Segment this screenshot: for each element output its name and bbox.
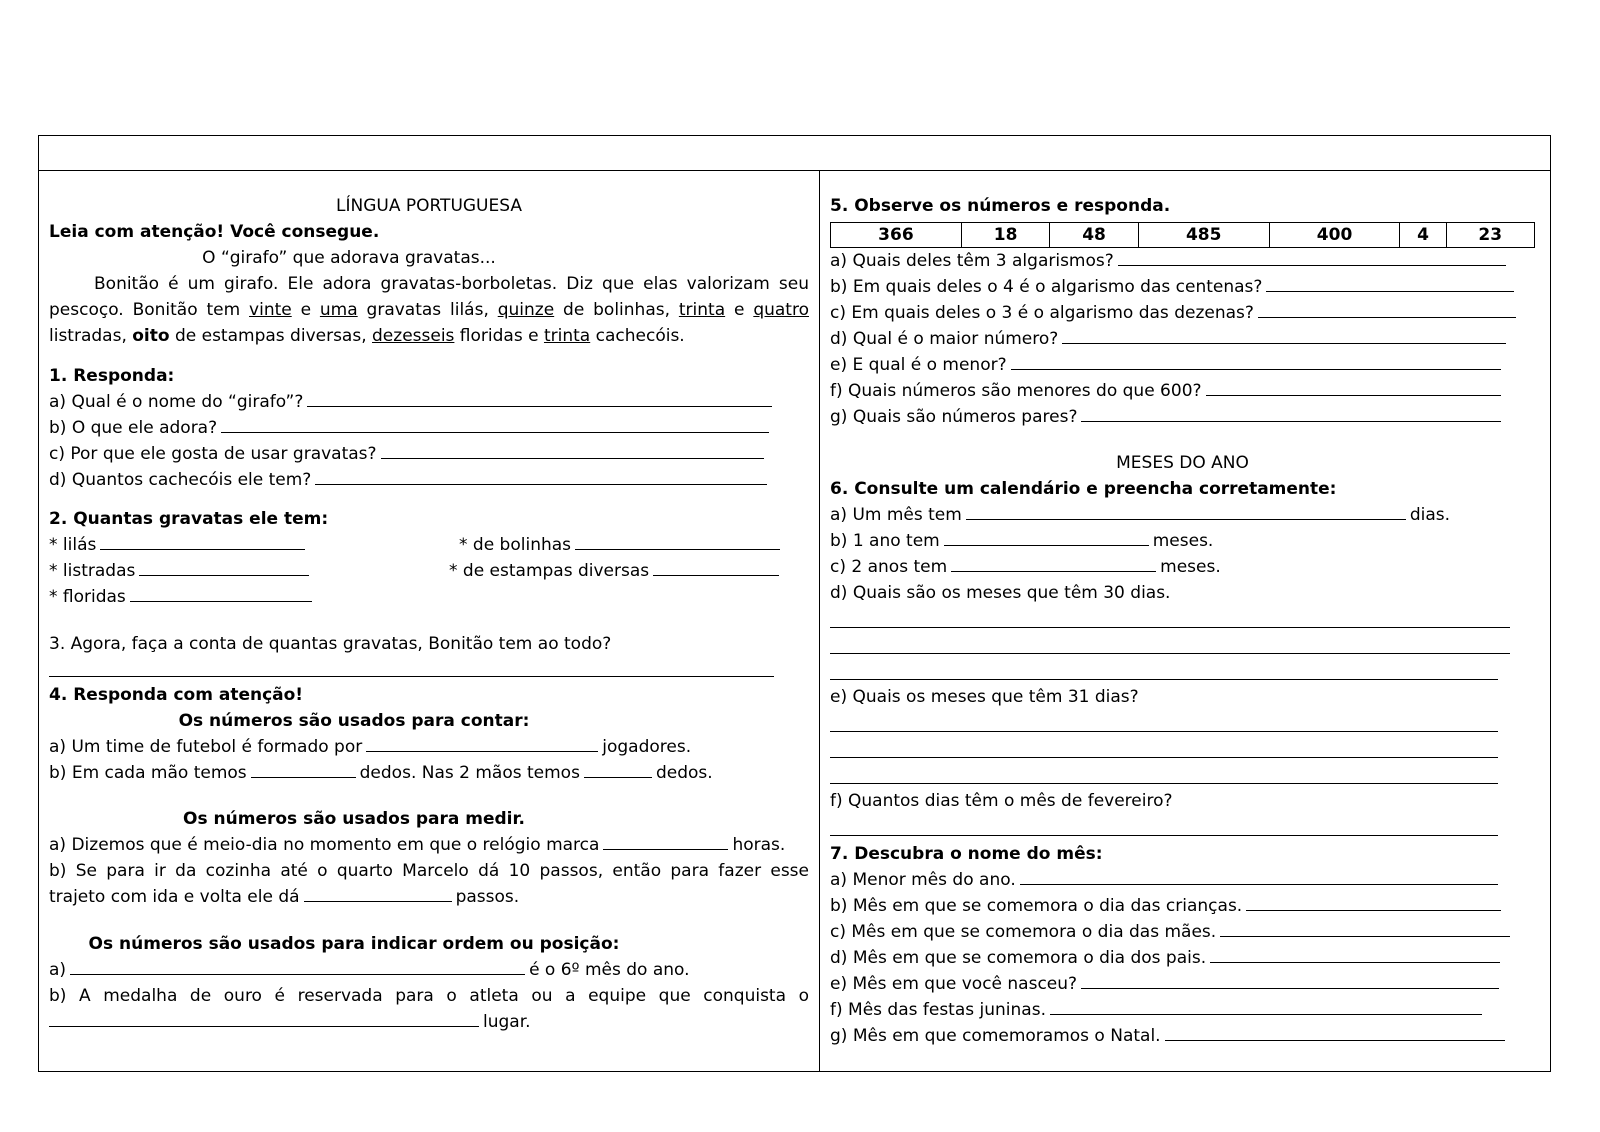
q2-listradas: * listradas: [49, 559, 809, 583]
q4-title: 4. Responda com atenção!: [49, 685, 304, 705]
answer-line[interactable]: [1011, 354, 1501, 370]
q7-d: d) Mês em que se comemora o dia dos pais.: [830, 946, 1535, 970]
q2-bolinhas: * de bolinhas: [459, 533, 784, 557]
q6-d: d) Quais são os meses que têm 30 dias.: [830, 583, 1171, 603]
q7-b: b) Mês em que se comemora o dia das crianças.: [830, 894, 1535, 918]
q2-floridas: * floridas: [49, 585, 809, 609]
answer-line[interactable]: [1220, 921, 1510, 937]
q6-e: e) Quais os meses que têm 31 dias?: [830, 687, 1139, 707]
answer-line[interactable]: [830, 757, 1498, 758]
answer-line[interactable]: [221, 417, 769, 433]
q4-heading-contar: Os números são usados para contar:: [178, 711, 530, 731]
q2-lilas: * lilás: [49, 533, 809, 557]
right-column: [830, 170, 1535, 1071]
q6-c: c) 2 anos tem meses.: [830, 557, 1221, 577]
q2-title: 2. Quantas gravatas ele tem:: [49, 509, 329, 529]
answer-line[interactable]: [1246, 895, 1501, 911]
q4-heading-medir: Os números são usados para medir.: [183, 809, 525, 829]
q7-c: c) Mês em que se comemora o dia das mães.: [830, 920, 1535, 944]
q1-c: c) Por que ele gosta de usar gravatas?: [49, 442, 809, 466]
number-cell: 4: [1400, 223, 1446, 248]
answer-line[interactable]: [381, 443, 764, 459]
story-line-1: Bonitão é um girafo. Ele adora gravatas-borboletas. Diz que elas valorizam seu: [94, 274, 809, 294]
numbers-table: [830, 222, 1535, 248]
answer-line[interactable]: [366, 736, 598, 752]
answer-line[interactable]: [1050, 999, 1482, 1015]
q5-b: b) Em quais deles o 4 é o algarismo das centenas?: [830, 275, 1535, 299]
q6-a: a) Um mês tem dias.: [830, 505, 1451, 525]
answer-line[interactable]: [1266, 276, 1514, 292]
q4-contar-b: b) Em cada mão temos dedos. Nas 2 mãos temos dedos.: [49, 763, 713, 783]
q4-medir-a: a) Dizemos que é meio-dia no momento em que o relógio marca horas.: [49, 835, 786, 855]
answer-line[interactable]: [944, 530, 1149, 546]
q4-heading-ordem: Os números são usados para indicar ordem ou posição:: [88, 934, 620, 954]
q5-c: c) Em quais deles o 3 é o algarismo das dezenas?: [830, 301, 1535, 325]
header-band: [39, 136, 1550, 171]
answer-line[interactable]: [830, 783, 1498, 784]
q1-a: a) Qual é o nome do “girafo”?: [49, 390, 809, 414]
answer-line[interactable]: [966, 504, 1406, 520]
q4-ordem-a: a) é o 6º mês do ano.: [49, 960, 690, 980]
answer-line[interactable]: [307, 391, 772, 407]
q4-ordem-b-line2: lugar.: [49, 1010, 809, 1034]
answer-line[interactable]: [830, 731, 1498, 732]
story-line-2: pescoço. Bonitão tem vinte e uma gravatas lilás, quinze de bolinhas, trinta e quatro: [49, 300, 809, 320]
q1-d: d) Quantos cachecóis ele tem?: [49, 468, 809, 492]
answer-line[interactable]: [251, 762, 356, 778]
left-column: [49, 170, 809, 1071]
q4-ordem-b-line1: b) A medalha de ouro é reservada para o atleta ou a equipe que conquista o: [49, 986, 809, 1006]
q5-a: a) Quais deles têm 3 algarismos?: [830, 249, 1535, 273]
q5-e: e) E qual é o menor?: [830, 353, 1535, 377]
q2-estampas: * de estampas diversas: [449, 559, 783, 583]
answer-line[interactable]: [130, 586, 312, 602]
q5-f: f) Quais números são menores do que 600?: [830, 379, 1535, 403]
answer-line[interactable]: [830, 835, 1498, 836]
q6-title: 6. Consulte um calendário e preencha corretamente:: [830, 479, 1337, 499]
number-cell: 23: [1446, 223, 1534, 248]
answer-line[interactable]: [1081, 406, 1501, 422]
answer-line[interactable]: [1210, 947, 1500, 963]
answer-line[interactable]: [100, 534, 305, 550]
q6-f: f) Quantos dias têm o mês de fevereiro?: [830, 791, 1173, 811]
answer-line[interactable]: [1165, 1025, 1505, 1041]
answer-line[interactable]: [139, 560, 309, 576]
answer-line[interactable]: [70, 959, 525, 975]
answer-line[interactable]: [830, 653, 1510, 654]
q7-f: f) Mês das festas juninas.: [830, 998, 1535, 1022]
answer-line[interactable]: [830, 627, 1510, 628]
q1-b: b) O que ele adora?: [49, 416, 809, 440]
answer-line[interactable]: [49, 676, 774, 677]
answer-line[interactable]: [1258, 302, 1516, 318]
answer-line[interactable]: [304, 886, 452, 902]
story-title: O “girafo” que adorava gravatas...: [202, 248, 496, 268]
answer-line[interactable]: [1020, 869, 1498, 885]
q6-b: b) 1 ano tem meses.: [830, 531, 1214, 551]
number-cell: 366: [831, 223, 962, 248]
worksheet: [38, 135, 1551, 1072]
intro-text: Leia com atenção! Você consegue.: [49, 222, 380, 242]
column-divider: [819, 170, 820, 1071]
q4-medir-b-line1: b) Se para ir da cozinha até o quarto Marcelo dá 10 passos, então para fazer esse: [49, 861, 809, 881]
q7-g: g) Mês em que comemoramos o Natal.: [830, 1024, 1535, 1048]
answer-line[interactable]: [575, 534, 780, 550]
answer-line[interactable]: [584, 762, 652, 778]
story-line-3: listradas, oito de estampas diversas, dezesseis floridas e trinta cachecóis.: [49, 326, 685, 346]
answer-line[interactable]: [1118, 250, 1506, 266]
q1-title: 1. Responda:: [49, 366, 175, 386]
q7-e: e) Mês em que você nasceu?: [830, 972, 1535, 996]
section-title: LÍNGUA PORTUGUESA: [336, 196, 522, 216]
answer-line[interactable]: [49, 1011, 479, 1027]
answer-line[interactable]: [603, 834, 728, 850]
answer-line[interactable]: [1062, 328, 1506, 344]
answer-line[interactable]: [951, 556, 1156, 572]
number-cell: 18: [961, 223, 1049, 248]
answer-line[interactable]: [830, 679, 1498, 680]
number-cell: 48: [1050, 223, 1138, 248]
q4-medir-b-line2: trajeto com ida e volta ele dá passos.: [49, 887, 520, 907]
answer-line[interactable]: [653, 560, 779, 576]
q3-text: 3. Agora, faça a conta de quantas gravatas, Bonitão tem ao todo?: [49, 634, 612, 654]
number-cell: 400: [1269, 223, 1400, 248]
q5-d: d) Qual é o maior número?: [830, 327, 1535, 351]
number-cell: 485: [1138, 223, 1269, 248]
answer-line[interactable]: [315, 469, 767, 485]
q7-title: 7. Descubra o nome do mês:: [830, 844, 1103, 864]
months-title: MESES DO ANO: [1116, 453, 1249, 473]
q5-title: 5. Observe os números e responda.: [830, 196, 1171, 216]
q5-g: g) Quais são números pares?: [830, 405, 1535, 429]
answer-line[interactable]: [1081, 973, 1499, 989]
answer-line[interactable]: [1206, 380, 1501, 396]
q4-contar-a: a) Um time de futebol é formado por jogadores.: [49, 737, 692, 757]
q7-a: a) Menor mês do ano.: [830, 868, 1535, 892]
